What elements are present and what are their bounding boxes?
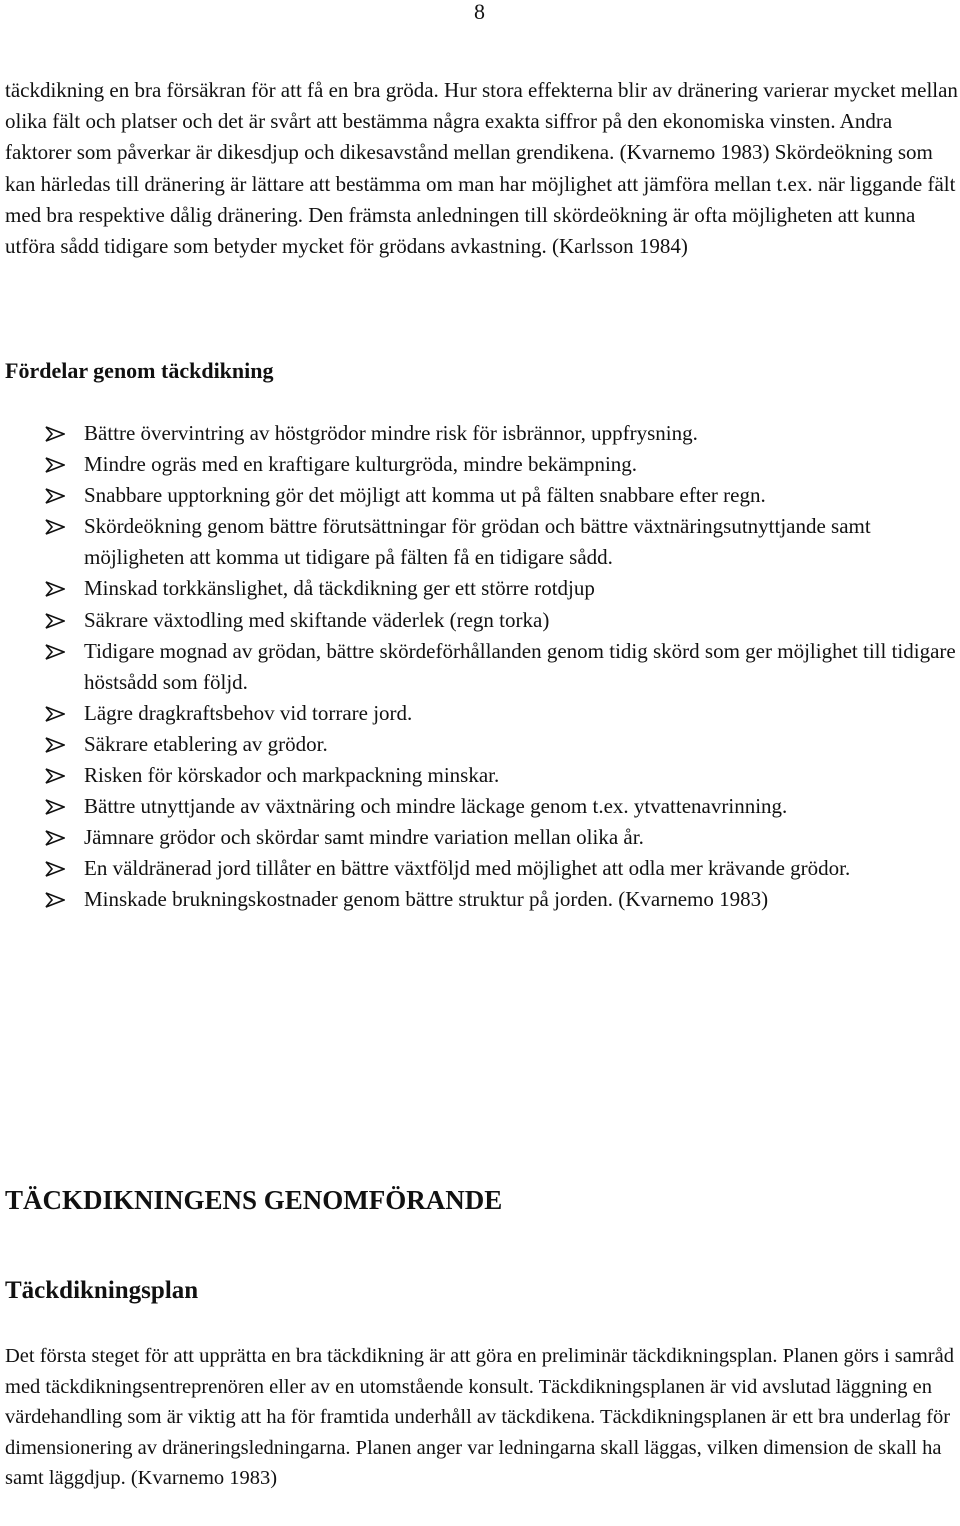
arrowhead-bullet-icon — [45, 644, 65, 660]
arrowhead-bullet-icon — [45, 426, 65, 442]
arrowhead-bullet-icon — [45, 488, 65, 504]
arrowhead-bullet-icon — [45, 457, 65, 473]
list-item — [0, 853, 960, 884]
section-heading: TÄCKDIKNINGENS GENOMFÖRANDE — [5, 1185, 503, 1215]
plan-heading: Täckdikningsplan — [5, 1277, 199, 1304]
list-item — [0, 605, 960, 636]
benefit-text: Risken för körskador och markpackning minskar. — [84, 763, 500, 788]
intro-paragraph: täckdikning en bra försäkran för att få en bra gröda. Hur stora effekterna blir av dränering varierar mycket mellan olika fält och platser och det är svårt att bestämma några exakta siffror på den ekonomiska vinsten. Andra faktorer som påverkar är dikesdjup och dikesavstånd mellan grendikena. (Kvarnemo 1983) Skördeökning som kan härledas till dränering är lättare att bestämma om man har möjlighet att jämföra mellan t.ex. när liggande fält med bra respektive dålig dränering. Den främsta anledningen till skördeökning är ofta möjligheten att kunna utföra sådd tidigare som betyder mycket för grödans avkastning. (Karlsson 1984) — [5, 78, 958, 259]
arrowhead-bullet-icon — [45, 892, 65, 908]
list-item — [0, 480, 960, 511]
benefits-list — [0, 418, 960, 916]
list-item — [0, 729, 960, 760]
list-item — [0, 418, 960, 449]
page-number: 8 — [474, 0, 485, 24]
list-item — [0, 449, 960, 480]
list-item — [0, 884, 960, 915]
list-item — [0, 760, 960, 791]
plan-paragraph: Det första steget för att upprätta en bra täckdikning är att göra en preliminär täckdikningsplan. Planen görs i samråd med täckdikningsentreprenören eller av en utomstående konsult. Täckdikningsplanen är vid avslutad läggning en värdehandling som är viktig att ha för framtida underhåll av täckdikena. Täckdikningsplanen är ett bra underlag för dimensionering av dräneringsledningarna. Planen anger var ledningarna skall läggas, vilken dimension de skall ha samt läggdjup. (Kvarnemo 1983) — [5, 1345, 954, 1490]
arrowhead-bullet-icon — [45, 861, 65, 877]
arrowhead-bullet-icon — [45, 581, 65, 597]
arrowhead-bullet-icon — [45, 706, 65, 722]
benefit-text: Lägre dragkraftsbehov vid torrare jord. — [84, 700, 413, 725]
benefits-heading: Fördelar genom täckdikning — [5, 358, 274, 383]
list-item — [0, 573, 960, 604]
arrowhead-bullet-icon — [45, 737, 65, 753]
benefit-text: Skördeökning genom bättre förutsättningar för grödan och bättre växtnäringsutnyttjande samt möjligheten att komma ut tidigare på fälten få en tidigare sådd. — [84, 514, 871, 570]
arrowhead-bullet-icon — [45, 799, 65, 815]
arrowhead-bullet-icon — [45, 519, 65, 535]
benefit-text: Snabbare upptorkning gör det möjligt att komma ut på fälten snabbare efter regn. — [84, 483, 766, 508]
arrowhead-bullet-icon — [45, 830, 65, 846]
benefit-text: Säkrare etablering av grödor. — [84, 731, 328, 756]
list-item — [0, 636, 960, 698]
arrowhead-bullet-icon — [45, 768, 65, 784]
list-item — [0, 698, 960, 729]
benefit-text: Säkrare växtodling med skiftande väderlek (regn torka) — [84, 607, 550, 632]
benefit-text: Bättre övervintring av höstgrödor mindre risk för isbrännor, uppfrysning. — [84, 421, 698, 445]
arrowhead-bullet-icon — [45, 613, 65, 629]
list-item — [0, 822, 960, 853]
benefit-text: Mindre ogräs med en kraftigare kulturgröda, mindre bekämpning. — [84, 452, 638, 477]
benefit-text: Minskade brukningskostnader genom bättre struktur på jorden. (Kvarnemo 1983) — [84, 887, 769, 912]
benefit-text: Jämnare grödor och skördar samt mindre variation mellan olika år. — [84, 825, 644, 850]
benefit-text: Minskad torkkänslighet, då täckdikning ger ett större rotdjup — [84, 576, 595, 601]
list-item — [0, 791, 960, 822]
list-item — [0, 511, 960, 573]
benefit-text: Bättre utnyttjande av växtnäring och mindre läckage genom t.ex. ytvattenavrinning. — [84, 794, 788, 819]
benefit-text: Tidigare mognad av grödan, bättre skördeförhållanden genom tidig skörd som ger möjlighet till tidigare höstsådd som följd. — [84, 638, 956, 694]
benefit-text: En väldränerad jord tillåter en bättre växtföljd med möjlighet att odla mer krävande grödor. — [84, 856, 851, 881]
